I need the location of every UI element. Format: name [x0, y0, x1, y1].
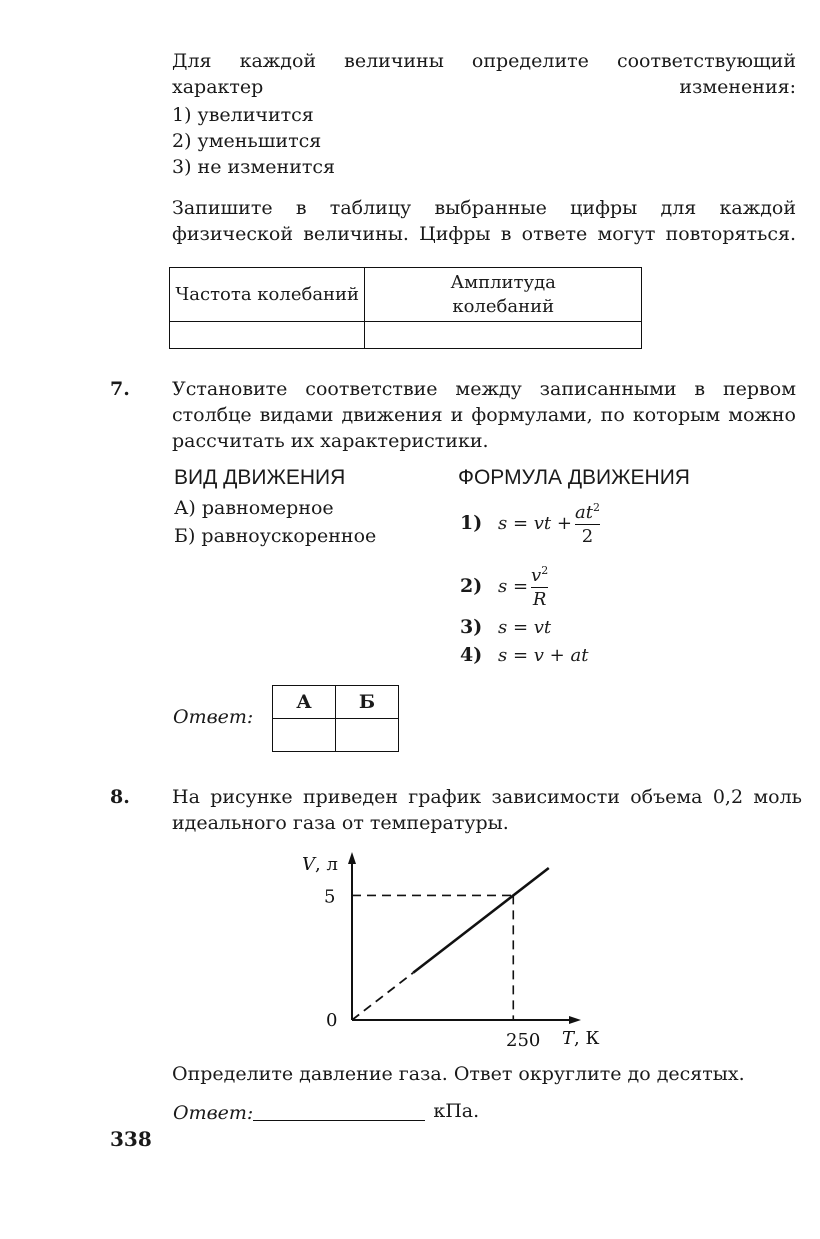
q8-answer-row [173, 1098, 479, 1124]
q7-answer-cell-b[interactable] [335, 719, 398, 752]
q8-question: Определите давление газа. Ответ округлите до десятых. [172, 1063, 745, 1085]
q7-formula-1-frac-num: at [574, 502, 593, 523]
q7-formula-3-num: 3) [460, 616, 483, 638]
q7-formula-2-lhs: s = [498, 575, 529, 597]
q8-answer-label: Ответ: [173, 1102, 254, 1124]
q6-header-amplitude: Амплитуда колебаний [365, 268, 642, 322]
q7-formula-2-num: 2) [460, 575, 483, 598]
q6-option-3: 3) не изменится [172, 156, 336, 178]
q7-answer-table [272, 685, 399, 752]
q8-answer-unit: кПа. [433, 1100, 480, 1122]
q7-formula-3 [460, 614, 551, 640]
q6-answer-table [169, 267, 642, 349]
q7-formula-4-num: 4) [460, 644, 483, 666]
q7-number: 7. [110, 378, 130, 400]
q7-formula-4 [460, 642, 588, 668]
origin-label: 0 [326, 1010, 338, 1031]
q7-formula-1-num: 1) [460, 512, 483, 535]
q6-option-2: 2) уменьшится [172, 130, 322, 152]
q7-item-b: Б) равноускоренное [174, 525, 377, 547]
q8-number: 8. [110, 786, 130, 808]
q7-answer-header-a: А [273, 686, 336, 719]
series-line-solid [413, 868, 548, 973]
q7-text: Установите соответствие между записанными в первом столбце видами движения и формулами, по которым можно рассчитать их характеристики. [172, 378, 796, 452]
y-axis-label: V, л [302, 854, 338, 875]
q7-left-header: ВИД ДВИЖЕНИЯ [174, 466, 346, 489]
q7-answer-header-b: Б [335, 686, 398, 719]
q6-answer-cell-2[interactable] [365, 322, 642, 349]
series-extrapolation-dashed [352, 973, 413, 1020]
y-tick-label-5: 5 [324, 886, 336, 908]
q7-formula-4-expr: s = v + at [498, 644, 589, 666]
volume-temperature-chart [290, 848, 620, 1058]
q8-answer-input[interactable] [253, 1100, 425, 1121]
q6-answer-cell-1[interactable] [170, 322, 365, 349]
x-axis-arrow [569, 1016, 581, 1024]
q7-formula-2-frac-num: v [531, 565, 542, 586]
q7-right-header: ФОРМУЛА ДВИЖЕНИЯ [458, 466, 690, 489]
q7-formula-1-frac-den: 2 [581, 526, 594, 548]
q7-formula-1-frac-sup: 2 [592, 501, 600, 514]
q7-answer-cell-a[interactable] [273, 719, 336, 752]
q7-formula-1 [460, 497, 600, 549]
page-number: 338 [110, 1127, 152, 1151]
q7-formula-2-frac-sup: 2 [541, 564, 549, 577]
y-axis-arrow [348, 852, 356, 864]
q7-formula-2-frac-den: R [532, 589, 547, 611]
x-tick-label-250: 250 [506, 1030, 541, 1051]
q8-text: На рисунке приведен график зависимости объема 0,2 моль идеального газа от температуры. [172, 786, 802, 834]
q6-instruction: Запишите в таблицу выбранные цифры для каждой физической величины. Цифры в ответе могут повторяться. [172, 197, 796, 245]
q6-option-1: 1) увеличится [172, 104, 314, 126]
q6-header-frequency: Частота колебаний [170, 268, 365, 322]
q6-intro: Для каждой величины определите соответствующий характер изменения: [172, 50, 796, 98]
x-axis-label: T, К [562, 1028, 600, 1049]
q7-formula-3-expr: s = vt [498, 616, 552, 638]
q7-answer-label: Ответ: [173, 706, 254, 728]
q7-formula-2 [460, 560, 548, 612]
q7-formula-1-lhs: s = vt + [498, 512, 572, 534]
q7-item-a: А) равномерное [174, 497, 334, 519]
